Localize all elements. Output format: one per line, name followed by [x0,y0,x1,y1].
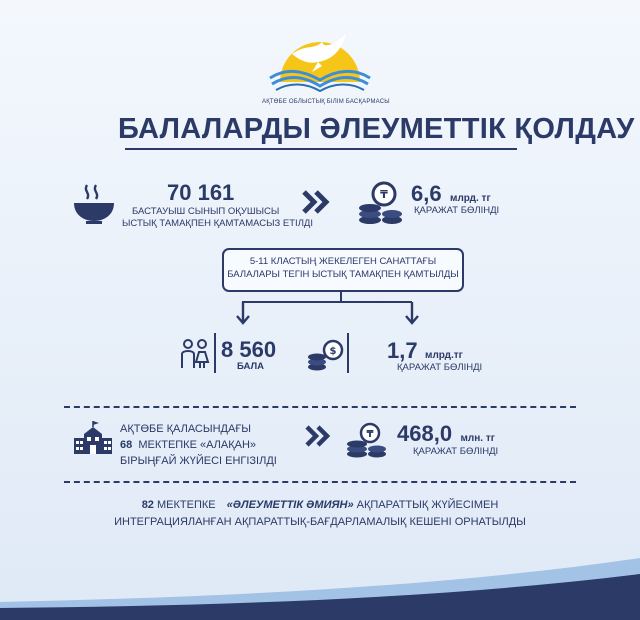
coins-dollar-icon [305,336,345,377]
footer-line1 [20,497,620,514]
arrow-down-left-icon [235,302,251,331]
row3-line2 [120,437,277,453]
dove-sun-logo-icon [262,20,378,92]
row3-line3: БІРЫҢҒАЙ ЖҮЙЕСІ ЕНГІЗІЛДІ [120,455,277,467]
svg-text:₸: ₸ [380,188,388,201]
row2-amount-desc: ҚАРАЖАТ БӨЛІНДІ [397,362,483,373]
divider-left [214,333,216,373]
row1-amount-desc: ҚАРАЖАТ БӨЛІНДІ [414,205,500,216]
footer-rest1: АҚПАРАТТЫҚ ЖҮЙЕСІМЕН [356,499,499,511]
arrow-down-right-icon [404,302,420,331]
row3-amount-value: 468,0 [397,421,453,446]
logo [262,20,390,106]
footer-number: 82 [141,499,154,511]
double-chevron-icon-2 [304,425,334,452]
title-underline [125,148,517,150]
page-title: БАЛАЛАРДЫ ӘЛЕУМЕТТІК ҚОЛДАУ [118,113,635,145]
bottom-wave [0,540,640,620]
dashed-separator-1 [64,406,576,408]
footer-highlight: «ӘЛЕУМЕТТІК ӘМИЯН» [226,499,354,511]
coins-icon-2 [345,421,387,464]
row2-amount [387,338,463,364]
logo-caption: АҚТӨБЕ ОБЛЫСТЫҚ БІЛІМ БАСҚАРМАСЫ [262,99,390,105]
row1-amount-unit: млрд. тг [450,193,491,204]
row3-amount-desc: ҚАРАЖАТ БӨЛІНДІ [413,446,499,457]
footer-line2: ИНТЕГРАЦИЯЛАНҒАН АҚПАРАТТЫҚ-БАҒДАРЛАМАЛЫҚ КЕШЕНІ ОРНАТЫЛДЫ [114,516,526,528]
soup-bowl-icon [70,183,118,230]
row3-line2-rest: МЕКТЕПКЕ «АЛАҚАН» [138,439,257,451]
children-label: БАЛА [237,361,264,372]
students-count: 70 161 [167,180,235,205]
children-count: 8 560 [221,337,277,362]
footer-text [20,497,620,531]
dashed-separator-2 [64,481,576,483]
row3-amount-unit: млн. тг [460,433,495,444]
row2-amount-value: 1,7 [387,338,418,363]
row1-amount [411,181,491,207]
students-desc-line2: ЫСТЫҚ ТАМАҚПЕН ҚАМТАМАСЫЗ ЕТІЛДІ [122,218,313,229]
row3-amount [397,421,495,447]
school-building-icon [72,420,114,461]
row2-amount-unit: млрд.тг [425,350,463,361]
students-desc-line1: БАСТАУЫШ СЫНЫП ОҚУШЫСЫ [132,206,280,217]
row3-text [120,421,277,469]
divider-right [347,333,349,373]
svg-text:₸: ₸ [366,429,374,440]
svg-text:$: $ [329,346,337,357]
branch-horizontal [242,301,412,303]
coins-icon [356,180,404,231]
children-icon [180,338,210,375]
category-box-line2: БАЛАЛАРЫ ТЕГІН ЫСТЫҚ ТАМАҚПЕН ҚАМТЫЛДЫ [227,269,459,280]
category-box-line1: 5-11 КЛАСТЫҢ ЖЕКЕЛЕГЕН САНАТТАҒЫ [249,256,437,267]
double-chevron-icon [300,189,334,220]
footer-word: МЕКТЕПКЕ [157,499,216,511]
row3-school-count: 68 [120,439,133,451]
row3-line1: АҚТӨБЕ ҚАЛАСЫНДАҒЫ [120,423,252,435]
row1-amount-value: 6,6 [411,181,442,206]
category-box [222,248,464,292]
